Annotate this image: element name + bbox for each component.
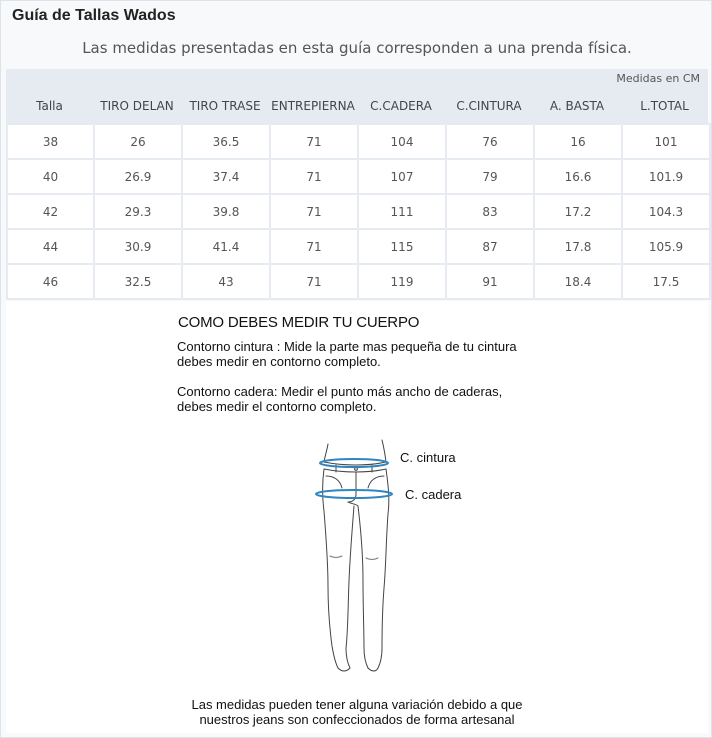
cell-a-basta: 17.2: [534, 194, 622, 229]
measure-guide: [6, 301, 708, 733]
cell-c-cintura: 79: [446, 159, 534, 194]
cell-c-cintura: 91: [446, 264, 534, 299]
cell-talla: 42: [7, 194, 94, 229]
table-row: [7, 264, 710, 299]
cell-tiro-trase: 41.4: [182, 229, 270, 264]
hip-measure-line: [316, 490, 392, 498]
cell-c-cintura: 83: [446, 194, 534, 229]
waist-line-2: debes medir en contorno completo.: [177, 354, 381, 369]
header-talla: Talla: [36, 99, 63, 113]
cell-entrepierna: 71: [270, 264, 358, 299]
cell-a-basta: 16.6: [534, 159, 622, 194]
cell-c-cintura: 87: [446, 229, 534, 264]
header-c-cintura: C.CINTURA: [456, 99, 522, 113]
waist-instructions: [177, 339, 557, 369]
hip-label: C. cadera: [405, 487, 462, 502]
page-title: Guía de Tallas Wados: [12, 7, 176, 24]
cell-a-basta: 18.4: [534, 264, 622, 299]
page-subtitle: Las medidas presentadas en esta guía corresponden a una prenda física.: [82, 39, 632, 57]
cell-talla: 44: [7, 229, 94, 264]
cell-a-basta: 17.8: [534, 229, 622, 264]
cell-tiro-trase: 43: [182, 264, 270, 299]
waist-line-1: Contorno cintura : Mide la parte mas pequeña de tu cintura: [177, 339, 517, 354]
cell-c-cintura: 76: [446, 124, 534, 159]
cell-tiro-delan: 30.9: [94, 229, 182, 264]
cell-entrepierna: 71: [270, 124, 358, 159]
cell-l-total: 104.3: [622, 194, 710, 229]
header-a-basta: A. BASTA: [549, 99, 605, 113]
size-table: [6, 123, 711, 300]
footer-line-2: nuestros jeans son confeccionados de forma artesanal: [199, 712, 515, 727]
header-tiro-trase: TIRO TRASE: [189, 99, 261, 113]
unit-note: Medidas en CM: [616, 72, 700, 85]
cell-entrepierna: 71: [270, 229, 358, 264]
cell-c-cadera: 119: [358, 264, 446, 299]
header-c-cadera: C.CADERA: [370, 99, 432, 113]
cell-c-cadera: 107: [358, 159, 446, 194]
cell-talla: 40: [7, 159, 94, 194]
jeans-legs-illustration-icon: [306, 436, 406, 676]
cell-tiro-delan: 32.5: [94, 264, 182, 299]
table-header: [6, 69, 708, 123]
cell-tiro-delan: 26: [94, 124, 182, 159]
cell-l-total: 105.9: [622, 229, 710, 264]
header-entrepierna: ENTREPIERNA: [271, 99, 355, 113]
table-row: [7, 124, 710, 159]
cell-entrepierna: 71: [270, 194, 358, 229]
hip-line-2: debes medir el contorno completo.: [177, 399, 377, 414]
cell-l-total: 101: [622, 124, 710, 159]
footer-note: [6, 697, 708, 727]
table-row: [7, 194, 710, 229]
cell-l-total: 17.5: [622, 264, 710, 299]
footer-line-1: Las medidas pueden tener alguna variación debido a que: [191, 697, 523, 712]
cell-a-basta: 16: [534, 124, 622, 159]
cell-talla: 46: [7, 264, 94, 299]
cell-tiro-trase: 36.5: [182, 124, 270, 159]
waist-label: C. cintura: [400, 450, 456, 465]
cell-tiro-trase: 37.4: [182, 159, 270, 194]
cell-l-total: 101.9: [622, 159, 710, 194]
guide-heading: COMO DEBES MEDIR TU CUERPO: [178, 314, 420, 331]
hip-instructions: [177, 384, 557, 414]
table-row: [7, 229, 710, 264]
cell-entrepierna: 71: [270, 159, 358, 194]
cell-talla: 38: [7, 124, 94, 159]
cell-tiro-trase: 39.8: [182, 194, 270, 229]
hip-line-1: Contorno cadera: Medir el punto más ancho de caderas,: [177, 384, 503, 399]
table-row: [7, 159, 710, 194]
cell-c-cadera: 111: [358, 194, 446, 229]
header-l-total: L.TOTAL: [640, 99, 689, 113]
header-tiro-delan: TIRO DELAN: [100, 99, 174, 113]
cell-c-cadera: 115: [358, 229, 446, 264]
cell-tiro-delan: 26.9: [94, 159, 182, 194]
cell-tiro-delan: 29.3: [94, 194, 182, 229]
cell-c-cadera: 104: [358, 124, 446, 159]
